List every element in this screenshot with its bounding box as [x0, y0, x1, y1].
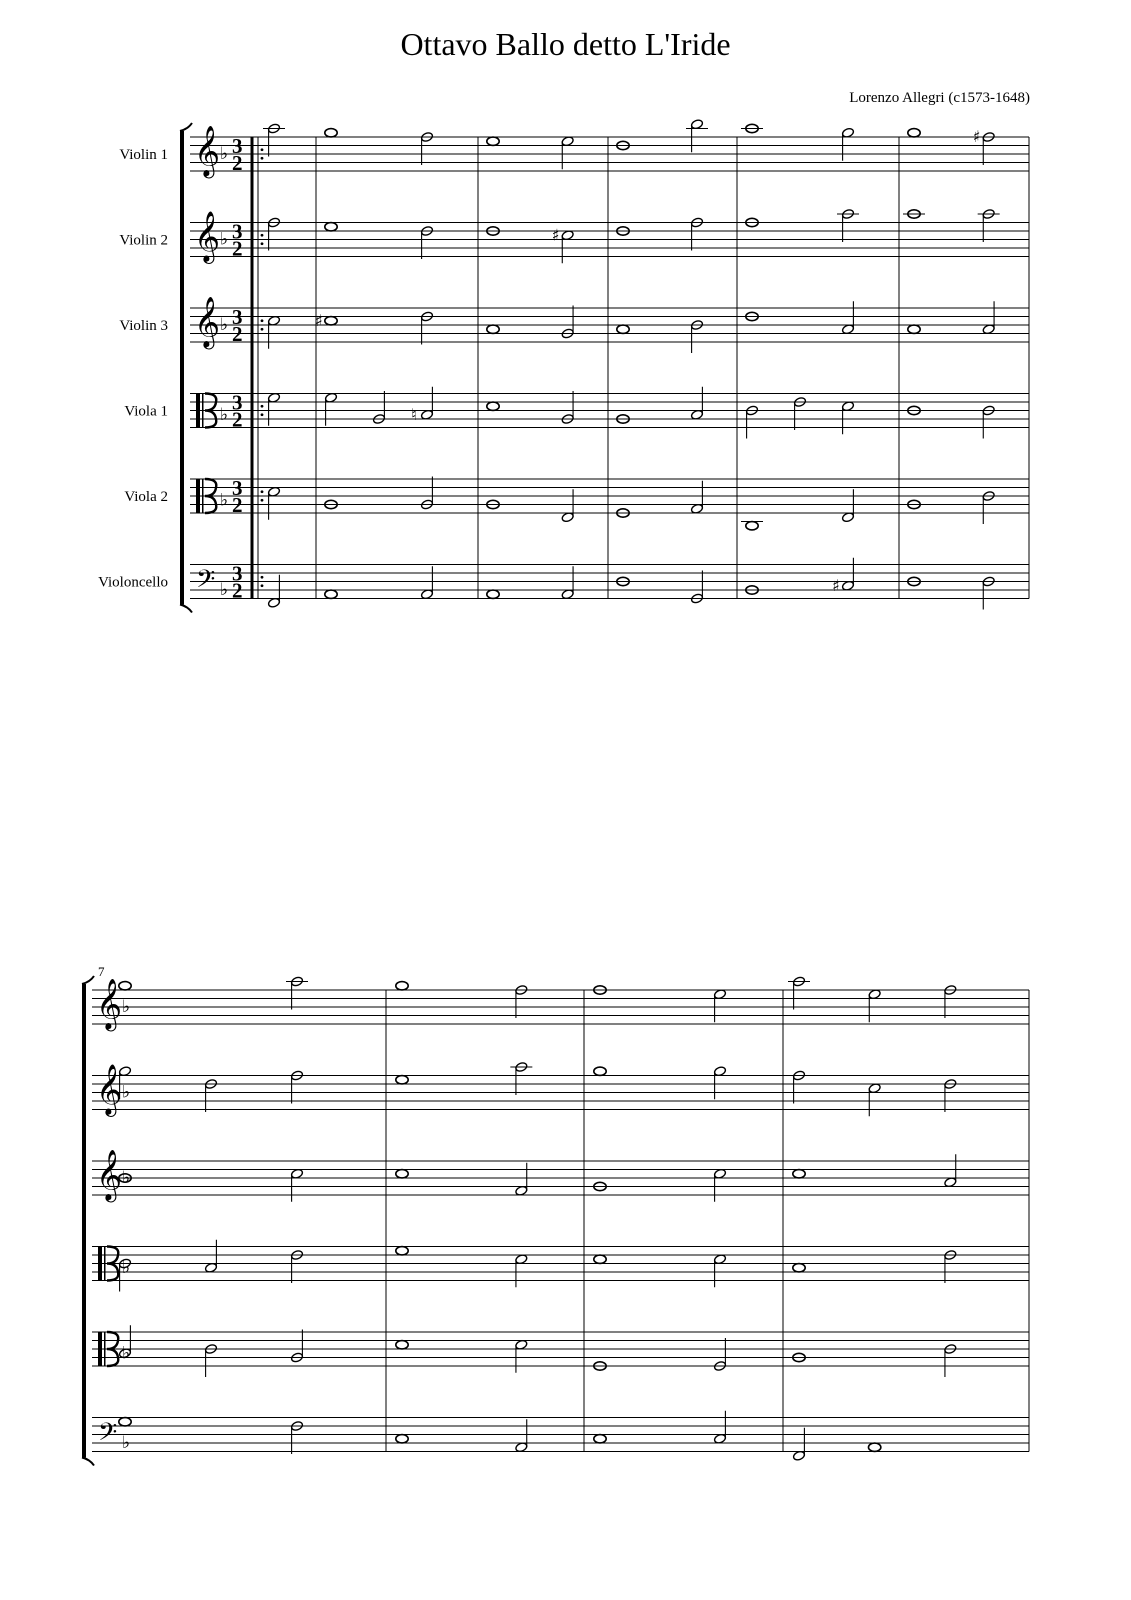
half-note	[690, 481, 703, 515]
half-note	[515, 984, 528, 1018]
repeat-dot	[261, 148, 264, 151]
treble-clef-icon: 𝄞	[194, 211, 221, 262]
staff-violin-3	[92, 1150, 1029, 1203]
flat-key-signature-icon: ♭	[122, 997, 131, 1017]
half-note	[290, 1330, 303, 1364]
half-note	[841, 489, 854, 523]
notehead	[746, 522, 758, 530]
whole-note	[793, 1264, 805, 1272]
sharp-accidental-icon: ♯	[551, 225, 560, 245]
time-signature-numerator: 3	[232, 305, 243, 329]
half-note	[561, 391, 574, 425]
half-note	[561, 566, 574, 600]
bracket-bottom-hook	[82, 1458, 94, 1466]
whole-note	[793, 1170, 805, 1178]
half-note	[510, 1061, 532, 1095]
half-note	[982, 490, 995, 524]
half-note	[290, 1168, 303, 1202]
whole-note	[119, 1418, 131, 1426]
staff-violin-1	[92, 979, 1029, 1032]
half-note	[713, 1168, 726, 1202]
staff-violin-2	[92, 1064, 1029, 1117]
repeat-dot	[261, 576, 264, 579]
whole-note	[908, 325, 920, 333]
measure-number: 7	[98, 964, 105, 979]
time-signature-numerator: 3	[232, 390, 243, 415]
notehead	[396, 982, 408, 990]
half-note	[267, 217, 280, 251]
half-note	[267, 315, 280, 349]
whole-note	[315, 311, 337, 330]
half-note	[290, 1420, 303, 1454]
whole-note	[396, 1341, 408, 1349]
sharp-accidental-icon: ♯	[972, 127, 981, 146]
notehead	[908, 129, 920, 137]
notehead	[594, 1255, 606, 1263]
whole-note	[396, 1076, 408, 1084]
half-note	[792, 1428, 805, 1462]
bass-clef-icon: 𝄢	[98, 1418, 118, 1453]
staff-violoncello	[98, 562, 1029, 603]
staff-violin-1	[119, 126, 1029, 179]
repeat-dot	[261, 499, 264, 502]
time-signature-numerator: 3	[232, 134, 243, 158]
half-note	[793, 396, 806, 430]
bracket-top-hook	[180, 123, 192, 131]
whole-note	[325, 129, 337, 137]
time-signature-denominator: 2	[232, 151, 243, 175]
half-note	[713, 1254, 726, 1288]
whole-note	[487, 325, 499, 333]
half-note	[868, 1083, 881, 1117]
whole-note	[325, 223, 337, 231]
half-note	[286, 976, 308, 1010]
whole-note	[325, 590, 337, 598]
half-note	[841, 127, 854, 161]
notehead	[487, 402, 499, 410]
instrument-label: Violin 3	[119, 318, 168, 334]
half-note	[267, 392, 280, 426]
half-note	[420, 311, 433, 345]
flat-key-signature-icon: ♭	[122, 1168, 131, 1188]
notehead	[325, 590, 337, 598]
half-note	[515, 1419, 528, 1453]
half-note	[204, 1240, 217, 1274]
staff-violoncello	[92, 1418, 1029, 1454]
notehead	[594, 1435, 606, 1443]
composer-credit: Lorenzo Allegri (c1573-1648)	[849, 90, 1030, 106]
notehead	[325, 317, 337, 325]
half-note	[982, 405, 995, 439]
notehead	[119, 1418, 131, 1426]
half-note	[561, 489, 574, 523]
notehead	[396, 1435, 408, 1443]
time-signature-denominator: 2	[232, 407, 243, 432]
half-note	[411, 387, 434, 424]
repeat-dot	[261, 490, 264, 493]
half-note	[837, 208, 859, 242]
half-note	[686, 119, 708, 153]
system-1	[98, 119, 1029, 613]
repeat-dot	[261, 242, 264, 245]
treble-clef-icon: 𝄞	[96, 978, 123, 1030]
notehead	[617, 325, 629, 333]
instrument-label: Violin 2	[119, 232, 168, 249]
whole-note	[487, 137, 499, 145]
flat-key-signature-icon: ♭	[122, 1343, 131, 1364]
staff-viola-2	[124, 476, 1029, 517]
half-note	[290, 1070, 303, 1104]
whole-note	[396, 982, 408, 990]
notehead	[594, 1067, 606, 1075]
whole-note	[741, 522, 763, 530]
time-signature-numerator: 3	[232, 561, 243, 586]
sharp-accidental-icon: ♯	[832, 575, 840, 595]
whole-note	[487, 590, 499, 598]
repeat-dot	[261, 413, 264, 416]
half-note	[713, 1411, 726, 1445]
flat-key-signature-icon: ♭	[220, 144, 229, 164]
notehead	[868, 1443, 880, 1451]
instrument-label: Viola 2	[124, 489, 168, 505]
half-note	[944, 984, 957, 1018]
half-note	[690, 217, 703, 251]
whole-note	[594, 1067, 606, 1075]
half-note	[290, 1249, 303, 1283]
half-note	[263, 123, 285, 157]
bracket-top-hook	[82, 976, 94, 984]
half-note	[978, 208, 1000, 242]
notehead	[487, 137, 499, 145]
half-note	[420, 477, 433, 511]
half-note	[832, 558, 855, 595]
half-note	[792, 1070, 805, 1104]
page-title: Ottavo Ballo detto L'Iride	[400, 26, 731, 62]
half-note	[324, 392, 337, 426]
half-note	[420, 225, 433, 259]
half-note	[713, 1338, 726, 1372]
staff-viola-1	[92, 1247, 1029, 1281]
half-note	[420, 566, 433, 600]
half-note	[788, 976, 810, 1010]
flat-key-signature-icon: ♭	[122, 1082, 131, 1103]
half-note	[690, 571, 703, 605]
half-note	[372, 391, 385, 425]
time-signature-denominator: 2	[232, 493, 243, 517]
half-note	[944, 1154, 957, 1188]
instrument-label: Violoncello	[98, 574, 168, 591]
time-signature-numerator: 3	[232, 219, 243, 244]
treble-clef-icon: 𝄞	[96, 1149, 123, 1201]
half-note	[944, 1249, 957, 1283]
sharp-accidental-icon: ♯	[315, 310, 323, 330]
half-note	[841, 301, 854, 335]
flat-key-signature-icon: ♭	[220, 404, 229, 425]
half-note	[561, 306, 574, 340]
repeat-dot	[261, 328, 264, 331]
repeat-dot	[261, 234, 264, 237]
repeat-dot	[261, 584, 264, 587]
bass-clef-icon: 𝄢	[196, 565, 216, 600]
treble-clef-icon: 𝄞	[194, 296, 221, 348]
flat-key-signature-icon: ♭	[122, 1433, 131, 1453]
whole-note	[396, 1435, 408, 1443]
notehead	[325, 129, 337, 137]
notehead	[487, 325, 499, 333]
bracket-bottom-hook	[180, 605, 192, 613]
half-note	[713, 1066, 726, 1100]
half-note	[944, 1078, 957, 1112]
repeat-dot	[261, 157, 264, 160]
flat-key-signature-icon: ♭	[220, 580, 229, 600]
half-note	[745, 405, 758, 439]
half-note	[713, 989, 726, 1023]
half-note	[841, 401, 854, 435]
half-note	[515, 1163, 528, 1197]
half-note	[982, 576, 995, 610]
notehead	[396, 1247, 408, 1255]
notehead	[396, 1341, 408, 1349]
half-note	[944, 1343, 957, 1377]
staff-violin-2	[119, 211, 1029, 264]
notehead	[396, 1170, 408, 1178]
flat-key-signature-icon: ♭	[220, 490, 229, 511]
half-note	[267, 486, 280, 520]
whole-note	[396, 1170, 408, 1178]
notehead	[487, 590, 499, 598]
whole-note	[487, 402, 499, 410]
treble-clef-icon: 𝄞	[96, 1064, 123, 1115]
notehead	[325, 223, 337, 231]
half-note	[267, 575, 280, 609]
whole-note	[594, 1435, 606, 1443]
whole-note	[594, 1255, 606, 1263]
instrument-label: Violin 1	[119, 147, 168, 163]
repeat-dot	[261, 319, 264, 322]
half-note	[204, 1343, 217, 1377]
staff-viola-2	[92, 1332, 1029, 1366]
notehead	[908, 325, 920, 333]
half-note	[690, 319, 703, 353]
notehead	[396, 1076, 408, 1084]
flat-key-signature-icon: ♭	[220, 229, 229, 250]
instrument-label: Viola 1	[124, 403, 168, 420]
natural-accidental-icon: ♮	[411, 404, 417, 424]
whole-note	[741, 124, 763, 132]
time-signature-denominator: 2	[232, 322, 243, 346]
half-note	[690, 387, 703, 421]
half-note	[561, 136, 574, 170]
system-2	[82, 964, 1029, 1466]
half-note	[982, 301, 995, 335]
whole-note	[396, 1247, 408, 1255]
half-note	[204, 1078, 217, 1112]
half-note	[515, 1339, 528, 1373]
whole-note	[908, 129, 920, 137]
half-note	[515, 1254, 528, 1288]
half-note	[420, 131, 433, 165]
whole-note	[903, 210, 925, 218]
half-note	[868, 989, 881, 1023]
whole-note	[868, 1443, 880, 1451]
notehead	[793, 1264, 805, 1272]
time-signature-denominator: 2	[232, 578, 243, 603]
notehead	[793, 1170, 805, 1178]
time-signature-denominator: 2	[232, 236, 243, 261]
staff-viola-1	[124, 391, 1029, 432]
flat-key-signature-icon: ♭	[220, 315, 229, 335]
whole-note	[617, 325, 629, 333]
treble-clef-icon: 𝄞	[194, 125, 221, 177]
time-signature-numerator: 3	[232, 476, 243, 500]
staff-violin-3	[119, 297, 1029, 350]
flat-key-signature-icon: ♭	[122, 1257, 131, 1278]
repeat-dot	[261, 405, 264, 408]
